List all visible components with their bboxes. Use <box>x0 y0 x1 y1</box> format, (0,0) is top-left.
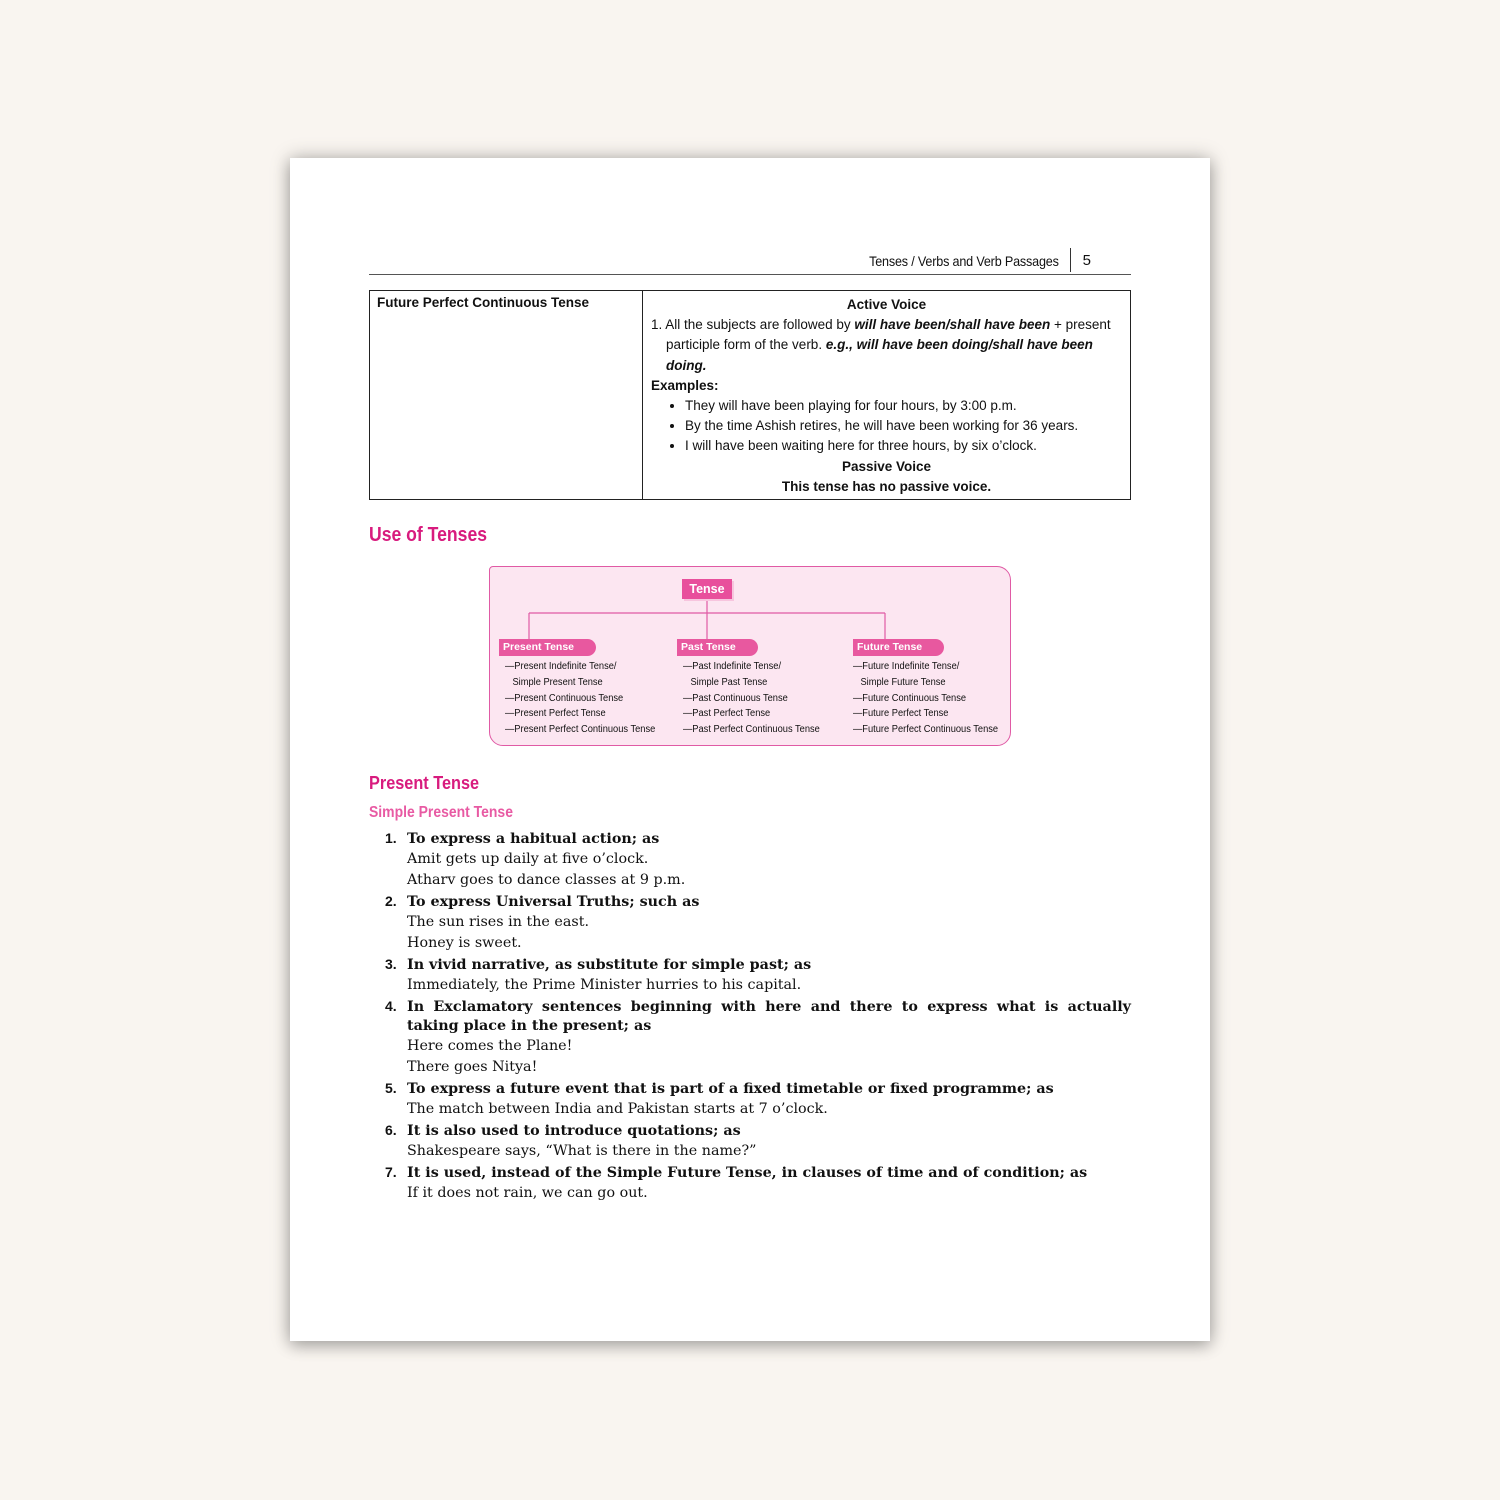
list-item <box>385 830 1131 891</box>
passive-voice-heading: Passive Voice <box>841 458 932 474</box>
past-tense-branch <box>677 637 830 738</box>
examples-label: Examples: <box>651 377 719 393</box>
branch-label: Past Tense <box>677 639 758 656</box>
present-tense-branch <box>499 637 667 738</box>
running-head-divider <box>1070 248 1071 272</box>
branch-item: —Past Perfect Continuous Tense <box>683 724 820 736</box>
book-page <box>290 158 1210 1341</box>
tense-detail-cell <box>643 291 1131 500</box>
list-item <box>385 956 1131 996</box>
item-heading: It is used, instead of the Simple Future Tense, in clauses of time and of condition; as <box>407 1165 1088 1181</box>
item-heading: In vivid narrative, as substitute for simple past; as <box>407 957 812 973</box>
item-example: Shakespeare says, “What is there in the name?” <box>407 1143 757 1159</box>
item-heading: It is also used to introduce quotations; as <box>407 1123 741 1139</box>
item-example: Immediately, the Prime Minister hurries to his capital. <box>407 977 802 993</box>
list-item <box>385 893 1131 954</box>
branch-item: —Present Indefinite Tense/ <box>505 661 617 672</box>
list-item <box>385 1122 1131 1162</box>
item-example: There goes Nitya! <box>407 1059 538 1075</box>
branch-item: Simple Present Tense <box>512 676 603 688</box>
branch-item: —Past Perfect Tense <box>683 708 771 720</box>
active-voice-heading: Active Voice <box>846 297 927 312</box>
rule-bold-1: will have been/shall have been <box>854 317 1051 333</box>
item-number: 6. <box>385 1122 397 1138</box>
rule-bold-2: e.g., will have been doing/shall have been doing. <box>666 337 1093 373</box>
branch-list <box>683 659 830 738</box>
item-number: 7. <box>385 1164 397 1180</box>
branch-list <box>853 659 1009 738</box>
rule-prefix: 1. All the subjects are followed by <box>651 317 855 333</box>
item-example: Amit gets up daily at five o’clock. <box>407 851 649 867</box>
branch-item: —Past Indefinite Tense/ <box>683 661 782 672</box>
rule-mid: + present participle form of the verb. <box>666 317 1111 353</box>
tense-name-cell: Future Perfect Continuous Tense <box>370 291 643 500</box>
list-item <box>385 1080 1131 1120</box>
item-number: 5. <box>385 1080 397 1096</box>
branch-item: —Present Continuous Tense <box>505 692 624 704</box>
branch-label: Present Tense <box>499 639 596 656</box>
list-item <box>385 998 1131 1078</box>
item-heading: In Exclamatory sentences beginning with here and there to express what is actually taking place in the present; as <box>407 999 1131 1034</box>
item-number: 2. <box>385 893 397 909</box>
simple-present-heading: Simple Present Tense <box>369 804 513 821</box>
tense-tree-diagram <box>489 566 1011 746</box>
running-head <box>369 252 1131 275</box>
example-item: • I will have been waiting here for three hours, by six o’clock. <box>685 436 1122 456</box>
item-example: Honey is sweet. <box>407 935 522 951</box>
branch-item: —Future Continuous Tense <box>853 692 967 704</box>
branch-item: —Present Perfect Continuous Tense <box>505 724 656 736</box>
branch-item: —Future Perfect Tense <box>853 708 949 720</box>
item-heading: To express a habitual action; as <box>407 831 660 847</box>
example-item: • They will have been playing for four hours, by 3:00 p.m. <box>685 396 1122 416</box>
item-example: Here comes the Plane! <box>407 1038 573 1054</box>
present-tense-heading: Present Tense <box>369 772 480 793</box>
example-item: • By the time Ashish retires, he will have been working for 36 years. <box>685 416 1122 436</box>
item-example: If it does not rain, we can go out. <box>407 1185 648 1201</box>
rule-text <box>651 315 1122 376</box>
branch-list <box>505 659 667 738</box>
page-number: 5 <box>1082 252 1091 269</box>
list-item <box>385 1164 1131 1204</box>
item-example: The match between India and Pakistan starts at 7 o’clock. <box>407 1101 828 1117</box>
branch-label: Future Tense <box>853 639 944 656</box>
branch-item: Simple Past Tense <box>690 676 768 688</box>
item-heading: To express a future event that is part of a fixed timetable or fixed programme; as <box>407 1081 1054 1097</box>
tense-table <box>369 290 1131 500</box>
passive-voice-note: This tense has no passive voice. <box>781 478 992 494</box>
examples-list <box>651 396 1122 457</box>
item-number: 4. <box>385 998 397 1014</box>
branch-item: —Future Perfect Continuous Tense <box>853 724 999 736</box>
running-head-title: Tenses / Verbs and Verb Passages <box>869 253 1059 269</box>
uses-list <box>385 830 1131 1206</box>
item-number: 3. <box>385 956 397 972</box>
branch-item: Simple Future Tense <box>860 676 946 688</box>
tense-root-node: Tense <box>682 579 732 599</box>
branch-item: —Present Perfect Tense <box>505 708 606 720</box>
future-tense-branch <box>853 637 1009 738</box>
item-example: Atharv goes to dance classes at 9 p.m. <box>407 872 686 888</box>
branch-item: —Past Continuous Tense <box>683 692 788 704</box>
use-of-tenses-heading: Use of Tenses <box>369 524 488 546</box>
item-example: The sun rises in the east. <box>407 914 590 930</box>
item-number: 1. <box>385 830 397 846</box>
item-heading: To express Universal Truths; such as <box>407 894 700 910</box>
branch-item: —Future Indefinite Tense/ <box>853 661 960 672</box>
